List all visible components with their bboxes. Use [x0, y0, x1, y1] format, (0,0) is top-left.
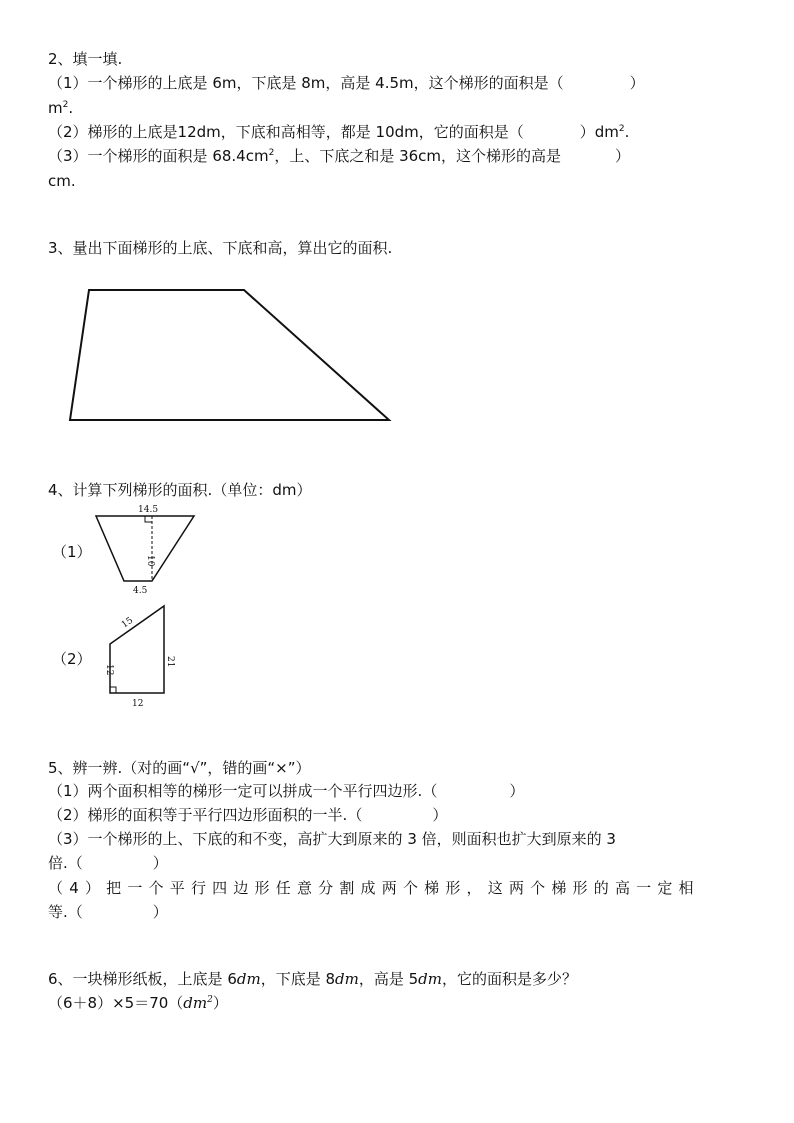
question-5-1-text: （1）两个面积相等的梯形一定可以拼成一个平行四边形.（: [48, 782, 438, 800]
right-angle-mark: [145, 516, 152, 522]
bottom-base-label: 4.5: [133, 586, 148, 596]
question-5-4-text-b: 等.（: [48, 903, 83, 921]
answer-blank-close: ）: [432, 806, 448, 824]
bottom-side-label: 12: [132, 699, 144, 709]
answer-expression: （6＋8）×5＝70（: [48, 994, 184, 1012]
figure-4-2-label: （2）: [52, 650, 92, 668]
section-6-text-b: ，下底是 8: [260, 970, 335, 988]
question-5-1: [48, 780, 524, 803]
unit-exponent: 2: [268, 148, 275, 158]
section-6-title: [48, 968, 577, 991]
question-5-3-text-b: 倍.（: [48, 854, 83, 872]
section-2-title: 2、填一填.: [48, 50, 123, 68]
answer-close: ）: [212, 994, 228, 1012]
right-angle-mark: [110, 687, 116, 693]
slant-side-label: 15: [119, 615, 136, 631]
unit-dm: dm: [236, 970, 261, 988]
answer-blank-close: ）: [629, 74, 645, 92]
question-2-2-text: （2）梯形的上底是12dm，下底和高相等，都是 10dm，它的面积是（: [48, 123, 524, 141]
unit-dm: dm: [335, 970, 359, 988]
height-label: 10: [145, 555, 155, 567]
question-2-2-unit: ）dm: [579, 123, 619, 141]
question-2-3-unit: cm.: [48, 172, 76, 190]
question-2-3-text: （3）一个梯形的面积是 68.4cm: [48, 147, 269, 165]
unit-exponent: 2: [618, 124, 625, 134]
section-6-text-a: 6、一块梯形纸板，上底是 6: [48, 970, 237, 988]
section-5-title: 5、辨一辨.（对的画“√”，错的画“×”）: [48, 759, 311, 777]
answer-unit: dm: [183, 994, 208, 1012]
answer-blank-close: ）: [615, 147, 631, 165]
section-6-text-c: ，高是 5: [358, 970, 419, 988]
section-3-title: 3、量出下面梯形的上底、下底和高，算出它的面积.: [48, 239, 393, 257]
answer-blank-close: ）: [152, 903, 168, 921]
question-5-4-cont: [48, 901, 168, 924]
question-5-4: （4）把一个平行四边形任意分割成两个梯形，这两个梯形的高一定相: [48, 879, 700, 897]
question-2-3-text-b: ，上、下底之和是 36cm，这个梯形的高是: [274, 147, 562, 165]
question-2-1-text: （1）一个梯形的上底是 6m，下底是 8m，高是 4.5m，这个梯形的面积是（: [48, 74, 564, 92]
trapezoid-shape: [96, 516, 194, 581]
unit-exponent: 2: [62, 100, 69, 110]
trapezoid-shape: [70, 290, 389, 420]
unit-text: m: [48, 99, 63, 117]
question-5-2: [48, 804, 447, 827]
trapezoid-shape: [110, 606, 164, 693]
left-side-label: 12: [104, 664, 114, 676]
right-side-label: 21: [165, 656, 175, 668]
question-5-2-text: （2）梯形的面积等于平行四边形面积的一半.（: [48, 806, 363, 824]
question-5-3-cont: [48, 852, 168, 875]
section-6-text-d: ，它的面积是多少？: [441, 970, 577, 988]
section-6-answer: [48, 992, 228, 1015]
top-base-label: 14.5: [138, 505, 159, 515]
figure-4-1-label: （1）: [52, 543, 92, 561]
answer-blank-close: ）: [509, 782, 525, 800]
trapezoid-figure-4-2: [90, 598, 200, 713]
unit-exponent: 2: [207, 995, 213, 1005]
period: .: [624, 123, 630, 141]
trapezoid-figure-3: [0, 0, 794, 440]
trapezoid-figure-4-1: [90, 500, 200, 600]
unit-dm: dm: [418, 970, 442, 988]
period: .: [68, 99, 74, 117]
question-5-3: （3）一个梯形的上、下底的和不变，高扩大到原来的 3 倍，则面积也扩大到原来的 3: [48, 830, 616, 848]
answer-blank-close: ）: [152, 854, 168, 872]
section-4-title: 4、计算下列梯形的面积.（单位：dm）: [48, 481, 312, 499]
